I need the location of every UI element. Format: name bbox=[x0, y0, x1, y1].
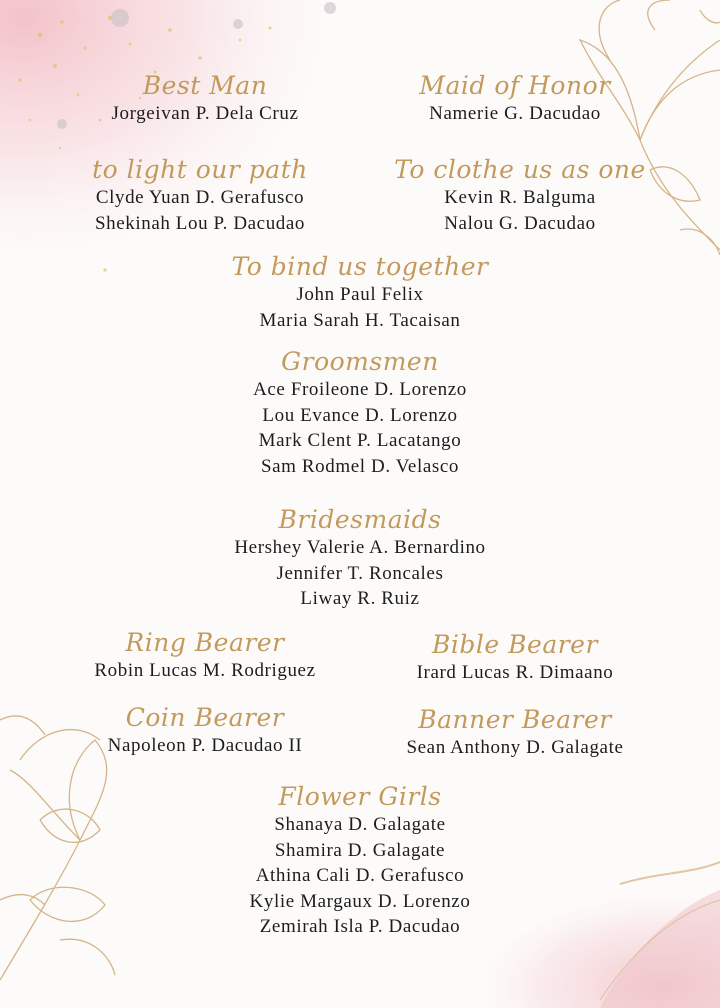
bind-section bbox=[160, 252, 560, 333]
flower-girl-name: Shamira D. Galagate bbox=[274, 839, 446, 861]
groomsman-name: Lou Evance D. Lorenzo bbox=[262, 404, 458, 426]
best-man-section bbox=[60, 71, 350, 127]
coin-bearer-heading: Coin Bearer bbox=[125, 703, 285, 732]
coin-bearer-section bbox=[55, 703, 355, 759]
groomsman-name: Mark Clent P. Lacatango bbox=[258, 430, 462, 451]
banner-bearer-section bbox=[365, 705, 665, 761]
flower-girls-section bbox=[160, 782, 560, 940]
light-path-name: Shekinah Lou P. Dacudao bbox=[94, 212, 306, 234]
flower-girl-name: Zemirah Isla P. Dacudao bbox=[259, 916, 461, 937]
ring-bearer-heading: Ring Bearer bbox=[125, 628, 285, 657]
light-path-section bbox=[50, 155, 350, 236]
bible-bearer-name: Irard Lucas R. Dimaano bbox=[416, 662, 614, 683]
ring-bearer-section bbox=[55, 628, 355, 684]
bible-bearer-heading: Bible Bearer bbox=[432, 630, 598, 659]
groomsman-name: Sam Rodmel D. Velasco bbox=[260, 455, 459, 477]
clothe-heading: To clothe us as one bbox=[394, 155, 646, 184]
best-man-name: Jorgeivan P. Dela Cruz bbox=[111, 103, 299, 124]
clothe-name: Nalou G. Dacudao bbox=[444, 212, 596, 234]
flower-girl-name: Kylie Margaux D. Lorenzo bbox=[249, 890, 471, 912]
groomsman-name: Ace Froileone D. Lorenzo bbox=[253, 379, 467, 400]
bind-heading: To bind us together bbox=[231, 252, 489, 281]
light-path-name: Clyde Yuan D. Gerafusco bbox=[95, 187, 305, 208]
light-path-heading: to light our path bbox=[92, 155, 308, 184]
maid-of-honor-heading: Maid of Honor bbox=[419, 71, 611, 100]
bind-name: Maria Sarah H. Tacaisan bbox=[259, 309, 461, 331]
clothe-name: Kevin R. Balguma bbox=[444, 187, 596, 208]
bridesmaid-name: Jennifer T. Roncales bbox=[276, 562, 444, 584]
bridesmaid-name: Liway R. Ruiz bbox=[300, 588, 420, 609]
bind-name: John Paul Felix bbox=[296, 284, 424, 305]
clothe-section bbox=[370, 155, 670, 236]
bible-bearer-section bbox=[365, 630, 665, 686]
best-man-heading: Best Man bbox=[142, 71, 268, 100]
ring-bearer-name: Robin Lucas M. Rodriguez bbox=[94, 660, 316, 681]
bridesmaids-heading: Bridesmaids bbox=[278, 505, 442, 534]
maid-of-honor-section bbox=[370, 71, 660, 127]
banner-bearer-name: Sean Anthony D. Galagate bbox=[406, 737, 624, 758]
bridesmaids-section bbox=[160, 505, 560, 612]
groomsmen-section bbox=[160, 347, 560, 479]
coin-bearer-name: Napoleon P. Dacudao II bbox=[107, 735, 303, 756]
groomsmen-heading: Groomsmen bbox=[281, 347, 439, 376]
flower-girls-heading: Flower Girls bbox=[278, 782, 442, 811]
flower-girl-name: Shanaya D. Galagate bbox=[274, 814, 446, 835]
banner-bearer-heading: Banner Bearer bbox=[418, 705, 612, 734]
flower-girl-name: Athina Cali D. Gerafusco bbox=[255, 865, 465, 886]
bridesmaid-name: Hershey Valerie A. Bernardino bbox=[234, 537, 486, 558]
maid-of-honor-name: Namerie G. Dacudao bbox=[429, 103, 601, 124]
